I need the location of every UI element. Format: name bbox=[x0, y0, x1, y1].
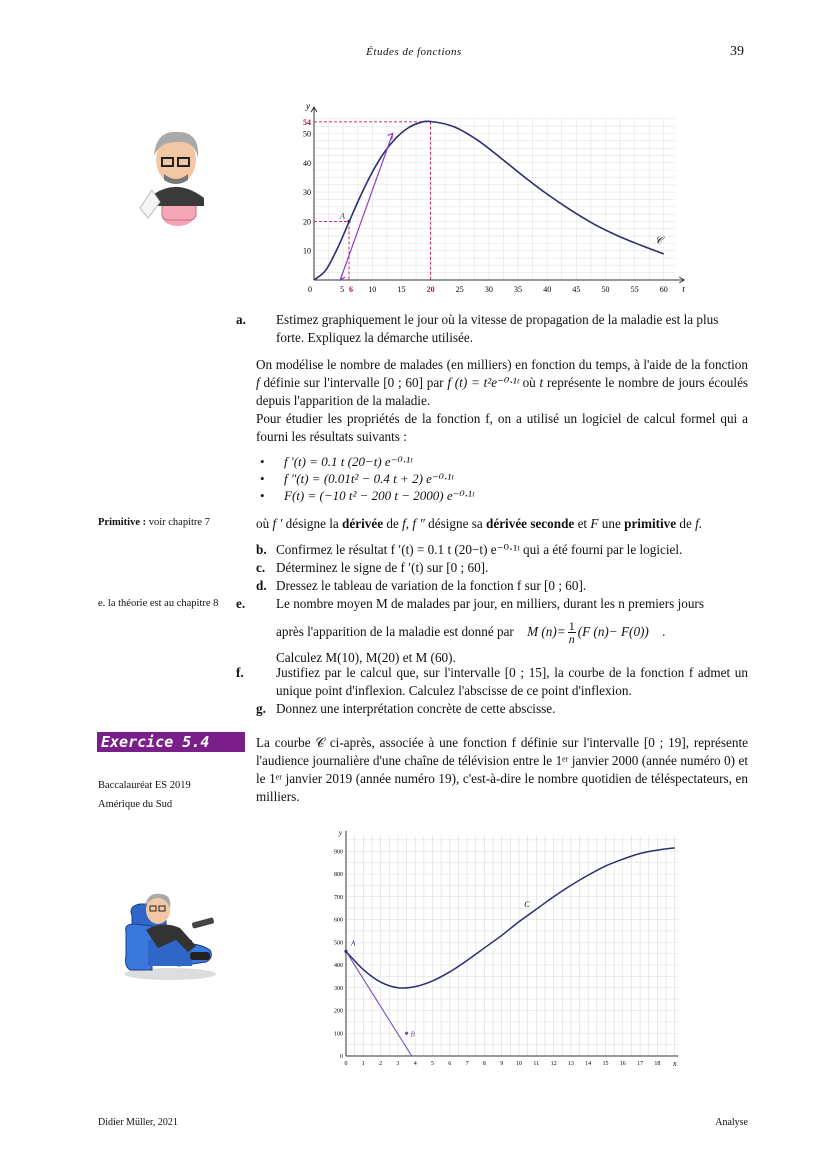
x-tick-label-5: 5 bbox=[340, 285, 345, 294]
x-tick-label: 16 bbox=[619, 1061, 626, 1067]
y-tick-label: 600 bbox=[334, 917, 343, 924]
x-tick-label-6: 6 bbox=[348, 285, 353, 294]
x-tick-label: 2 bbox=[379, 1061, 383, 1067]
exercise-source: Baccalauréat ES 2019 Amérique du Sud bbox=[98, 780, 191, 810]
x-tick-label: 10 bbox=[516, 1061, 522, 1067]
margin-note-theory: e. la théorie est au chapitre 8 bbox=[98, 598, 219, 609]
x-tick-label: 14 bbox=[585, 1061, 592, 1067]
x-tick-label: 60 bbox=[659, 285, 668, 294]
fraction-1-over-n: $\frac{1}{n}$ bbox=[568, 619, 575, 647]
tangent-arrow-tail bbox=[340, 274, 345, 280]
exercise-badge: Exercice 5.4 bbox=[97, 732, 245, 752]
y-axis-label: y bbox=[338, 828, 342, 837]
intro-paragraph: On modélise le nombre de malades (en milliers) en fonction du temps, à l'aide de la fonction f définie sur l'intervalle [0 ; 60] par f (t) = t²e⁻⁰·¹ᵗ où t représente le nombre de jours écoulés depuis l'apparition de la maladie. bbox=[256, 357, 749, 408]
intro-paragraph-2: Pour étudier les propriétés de la fonction f, on a utilisé un logiciel de calcul formel qui a fourni les résultats suivants : bbox=[256, 411, 748, 444]
y-tick-label: 20 bbox=[303, 217, 311, 227]
y-tick-label: 300 bbox=[334, 985, 343, 992]
y-tick-label: 800 bbox=[334, 872, 343, 878]
formula-primitive: • F(t) = (−10 t² − 200 t − 2000) e⁻⁰·¹ᵗ bbox=[256, 487, 748, 504]
point-b bbox=[405, 1032, 408, 1035]
point-b-label: B bbox=[410, 1030, 415, 1039]
x-tick-label: 8 bbox=[482, 1061, 486, 1067]
point-a-label: A bbox=[339, 211, 345, 221]
avatar-sick-person bbox=[134, 126, 216, 226]
x-tick-label: 17 bbox=[637, 1061, 644, 1067]
x-tick-label: 30 bbox=[484, 285, 493, 294]
y-tick-label: 0 bbox=[340, 1054, 343, 1060]
y-tick-label: 500 bbox=[334, 940, 343, 947]
question-f: f. Justifiez par le calcul que, sur l'intervalle [0 ; 15], la courbe de la fonction f admet un unique point d'inflexion. Calculez l'abscisse de ce point d'inflexion. bbox=[236, 665, 748, 698]
x-tick-label: 50 bbox=[601, 285, 610, 294]
x-tick-label: 35 bbox=[514, 285, 523, 294]
curve-label: C bbox=[524, 899, 530, 909]
footer-section: Analyse bbox=[715, 1117, 748, 1128]
chart-tv-audience bbox=[328, 826, 684, 1072]
x-tick-label: 7 bbox=[465, 1061, 469, 1067]
x-axis-label: x bbox=[672, 1059, 677, 1068]
x-tick-label: 25 bbox=[455, 285, 464, 294]
point-a bbox=[347, 220, 350, 223]
x-tick-label: 3 bbox=[396, 1061, 400, 1067]
x-tick-label: 11 bbox=[533, 1061, 540, 1067]
question-a: a. Estimez graphiquement le jour où la vitesse de propagation de la maladie est la plus forte. Expliquez la démarche utilisée. bbox=[236, 312, 719, 345]
question-c: c. Déterminez le signe de f ′(t) sur [0 ; 60]. bbox=[256, 560, 489, 575]
running-header-title: Études de fonctions bbox=[366, 46, 462, 58]
x-tick-label: 18 bbox=[654, 1061, 661, 1067]
x-tick-label: 12 bbox=[550, 1061, 557, 1067]
x-tick-label: 13 bbox=[567, 1061, 574, 1067]
x-tick-label: 6 bbox=[448, 1061, 452, 1067]
y-tick-label: 400 bbox=[334, 963, 343, 969]
x-tick-label: 5 bbox=[431, 1061, 434, 1067]
y-axis-label: y bbox=[306, 101, 310, 112]
x-tick-label: 9 bbox=[500, 1061, 504, 1067]
x-tick-label: 45 bbox=[572, 285, 581, 294]
tangent-arrow-head bbox=[388, 134, 393, 140]
point-a bbox=[344, 950, 347, 953]
y-tick-label: 40 bbox=[303, 158, 311, 168]
question-d: d. Dressez le tableau de variation de la fonction f sur [0 ; 60]. bbox=[256, 578, 587, 593]
formula-f-second: • f ″(t) = (0.01t² − 0.4 t + 2) e⁻⁰·¹ᵗ bbox=[256, 470, 748, 487]
x-tick-label: 0 bbox=[344, 1061, 348, 1067]
y-tick-label: 50 bbox=[303, 129, 311, 139]
y-tick-label: 30 bbox=[303, 188, 311, 198]
chart-epidemic-curve bbox=[300, 100, 710, 296]
formula-f-prime: • f ′(t) = 0.1 t (20−t) e⁻⁰·¹ᵗ bbox=[256, 453, 748, 470]
question-b: b. Confirmez le résultat f ′(t) = 0.1 t (20−t) e⁻⁰·¹ᵗ qui a été fourni par le logiciel. bbox=[256, 542, 683, 557]
x-tick-label: 0 bbox=[308, 285, 312, 294]
point-a-label: A bbox=[351, 939, 356, 948]
y-tick-label: 200 bbox=[334, 1008, 343, 1015]
question-g: g. Donnez une interprétation concrète de cette abscisse. bbox=[256, 701, 556, 716]
x-tick-label: 15 bbox=[397, 285, 406, 294]
x-tick-label: 40 bbox=[543, 285, 552, 294]
y-tick-label: 10 bbox=[303, 246, 311, 256]
avatar-armchair-person bbox=[118, 886, 222, 982]
formula-list bbox=[256, 453, 748, 504]
y-tick-label-54: 54 bbox=[303, 117, 311, 127]
x-tick-label: 1 bbox=[361, 1061, 365, 1067]
exercise-text: La courbe 𝒞 ci-après, associée à une fonction f définie sur l'intervalle [0 ; 19], représente l'audience journalière d'une chaîne de télévision entre le 1ᵉʳ janvier 2000 (année numéro 0) et le 1ᵉʳ janvier 2019 (année numéro 19), c'est-à-dire le nombre quotidien de téléspectateurs, en milliers. bbox=[256, 735, 748, 804]
x-tick-label: 10 bbox=[368, 285, 377, 294]
question-e: e. Le nombre moyen M de malades par jour, en milliers, durant les n premiers jours après l'apparition de la maladie est donné par M (n)= $\frac{1}{n}$ (F (n)− F(0)) . Calculez M(10), M(20) et M (60). bbox=[236, 596, 704, 665]
tangent-ab bbox=[346, 951, 412, 1056]
y-tick-label: 100 bbox=[334, 1031, 343, 1038]
y-tick-label: 900 bbox=[334, 849, 343, 856]
y-tick-label: 700 bbox=[334, 894, 343, 901]
page-number: 39 bbox=[730, 44, 744, 59]
x-axis-label: t bbox=[682, 284, 685, 294]
x-tick-label: 55 bbox=[630, 285, 639, 294]
x-tick-label: 4 bbox=[413, 1061, 417, 1067]
curve-label: 𝒞 bbox=[655, 235, 663, 247]
definition-line: où f ′ désigne la dérivée de f, f ″ désigne sa dérivée seconde et F une primitive de f. bbox=[256, 516, 703, 531]
footer-author: Didier Müller, 2021 bbox=[98, 1117, 178, 1128]
x-tick-label-20: 20 bbox=[426, 285, 435, 294]
x-tick-label: 15 bbox=[602, 1061, 609, 1067]
margin-note-primitive: Primitive : voir chapitre 7 bbox=[98, 517, 210, 528]
